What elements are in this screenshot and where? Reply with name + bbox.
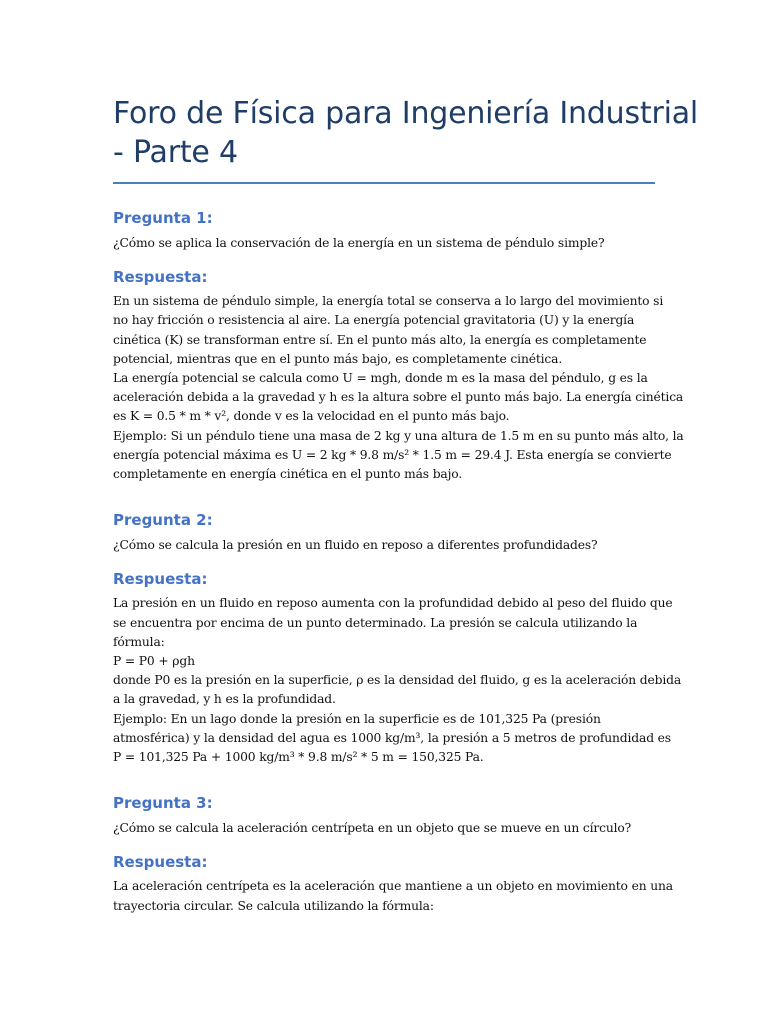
answer-line: La presión en un fluido en reposo aumenta con la profundidad debido al peso del fluido que <box>113 596 673 611</box>
question-text: ¿Cómo se calcula la aceleración centrípeta en un objeto que se mueve en un círculo? <box>113 821 632 836</box>
answer-line: En un sistema de péndulo simple, la energía total se conserva a lo largo del movimiento si <box>113 294 664 309</box>
question-section-1 <box>113 208 684 484</box>
question-heading: Pregunta 3: <box>113 794 213 813</box>
answer-line: trayectoria circular. Se calcula utilizando la fórmula: <box>113 898 434 913</box>
answer-line: no hay fricción o resistencia al aire. La energía potencial gravitatoria (U) y la energía <box>113 313 635 328</box>
answer-heading: Respuesta: <box>113 853 208 872</box>
answer-line: potencial, mientras que en el punto más bajo, es completamente cinética. <box>113 351 563 366</box>
answer-text <box>113 594 682 767</box>
answer-line: a la gravedad, y h es la profundidad. <box>113 692 336 707</box>
formula-line: P = P0 + ρgh <box>113 654 195 669</box>
question-heading: Pregunta 1: <box>113 209 213 227</box>
answer-line: P = 101,325 Pa + 1000 kg/m³ * 9.8 m/s² * 5 m = 150,325 Pa. <box>113 750 484 765</box>
answer-line: cinética (K) se transforman entre sí. En el punto más alto, la energía es completamente <box>113 332 647 347</box>
title-underline <box>113 182 655 184</box>
answer-line: aceleración debida a la gravedad y h es la altura sobre el punto más bajo. La energía cinética <box>113 390 684 405</box>
answer-line: energía potencial máxima es U = 2 kg * 9.8 m/s² * 1.5 m = 29.4 J. Esta energía se convierte <box>113 447 672 462</box>
question-heading: Pregunta 2: <box>113 511 213 530</box>
question-text: ¿Cómo se calcula la presión en un fluido en reposo a diferentes profundidades? <box>113 538 598 553</box>
title-line-2: - Parte 4 <box>113 135 238 170</box>
answer-line: fórmula: <box>113 634 165 649</box>
answer-heading: Respuesta: <box>113 570 208 589</box>
answer-line: atmosférica) y la densidad del agua es 1000 kg/m³, la presión a 5 metros de profundidad es <box>113 730 671 745</box>
question-text: ¿Cómo se aplica la conservación de la energía en un sistema de péndulo simple? <box>113 236 605 250</box>
document-title <box>113 94 699 172</box>
answer-line: completamente en energía cinética en el punto más bajo. <box>113 467 463 482</box>
answer-line: donde P0 es la presión en la superficie, ρ es la densidad del fluido, g es la aceleración debida <box>113 673 682 688</box>
answer-line: La energía potencial se calcula como U = mgh, donde m es la masa del péndulo, g es la <box>113 371 648 386</box>
answer-text <box>113 877 673 915</box>
answer-line: Ejemplo: Si un péndulo tiene una masa de 2 kg y una altura de 1.5 m en su punto más alto, la <box>113 428 684 443</box>
answer-line: es K = 0.5 * m * v², donde v es la velocidad en el punto más bajo. <box>113 409 510 424</box>
answer-line: se encuentra por encima de un punto determinado. La presión se calcula utilizando la <box>113 615 638 630</box>
title-line-1: Foro de Física para Ingeniería Industrial <box>113 96 699 131</box>
answer-text <box>113 292 684 484</box>
answer-line: La aceleración centrípeta es la aceleración que mantiene a un objeto en movimiento en una <box>113 879 673 894</box>
answer-line: Ejemplo: En un lago donde la presión en la superficie es de 101,325 Pa (presión <box>113 711 601 726</box>
question-section-3 <box>113 793 673 916</box>
answer-heading: Respuesta: <box>113 268 208 287</box>
question-section-2 <box>113 510 682 767</box>
